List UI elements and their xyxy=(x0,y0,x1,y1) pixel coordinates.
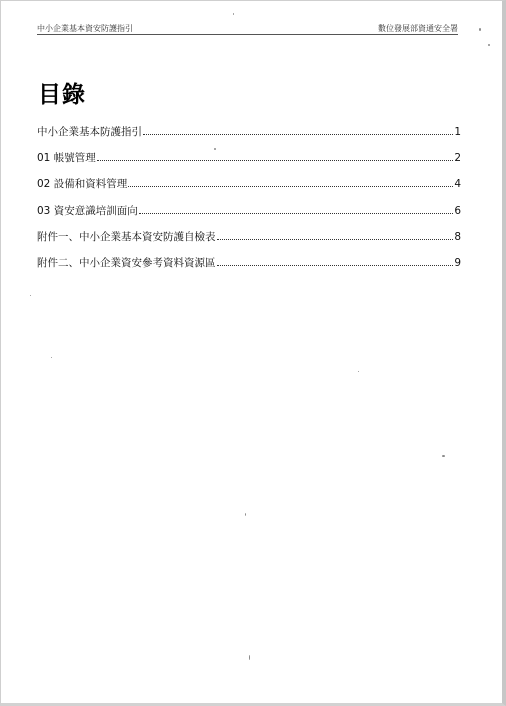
toc-entry-label: 01 帳號管理 xyxy=(37,152,96,165)
toc-leader-dots xyxy=(139,205,454,214)
scan-speck xyxy=(488,44,490,46)
toc-leader-dots xyxy=(143,126,453,135)
toc-page-number: 9 xyxy=(454,256,461,269)
toc-entry[interactable] xyxy=(37,229,461,255)
toc-entry-label: 02 設備和資料管理 xyxy=(37,178,128,191)
scan-speck xyxy=(249,655,250,660)
toc-heading: 目錄 xyxy=(38,82,86,108)
scan-speck xyxy=(358,371,359,372)
scan-speck xyxy=(245,513,246,516)
toc-entry-label: 03 資安意識培訓面向 xyxy=(37,204,138,217)
scan-speck xyxy=(30,295,31,296)
toc-page-number: 2 xyxy=(454,152,461,165)
header-organization: 數位發展部資通安全署 xyxy=(378,24,458,33)
toc-leader-dots xyxy=(217,231,454,240)
toc-page-number: 6 xyxy=(454,204,461,217)
toc-entry-label: 附件一、中小企業基本資安防護自檢表 xyxy=(37,230,216,243)
toc-page-number: 1 xyxy=(454,126,461,138)
toc-leader-dots xyxy=(128,178,453,187)
toc-page-number: 4 xyxy=(454,178,461,191)
toc-entry[interactable] xyxy=(37,150,461,176)
toc-entry[interactable] xyxy=(37,124,461,150)
table-of-contents xyxy=(37,124,461,281)
running-header xyxy=(37,20,458,34)
toc-entry[interactable] xyxy=(37,176,461,202)
scan-speck xyxy=(51,357,52,358)
toc-entry[interactable] xyxy=(37,255,461,281)
scan-speck xyxy=(214,148,216,150)
header-document-title: 中小企業基本資安防護指引 xyxy=(37,24,133,33)
toc-leader-dots xyxy=(97,152,454,161)
scan-speck xyxy=(233,13,234,15)
toc-entry-label: 附件二、中小企業資安參考資料資源區 xyxy=(37,256,216,269)
scan-speck xyxy=(479,28,481,31)
scan-speck xyxy=(442,455,445,457)
header-divider xyxy=(37,34,458,35)
toc-leader-dots xyxy=(217,257,454,266)
toc-page-number: 8 xyxy=(454,230,461,243)
toc-entry-label: 中小企業基本防護指引 xyxy=(37,126,142,138)
toc-entry[interactable] xyxy=(37,203,461,229)
